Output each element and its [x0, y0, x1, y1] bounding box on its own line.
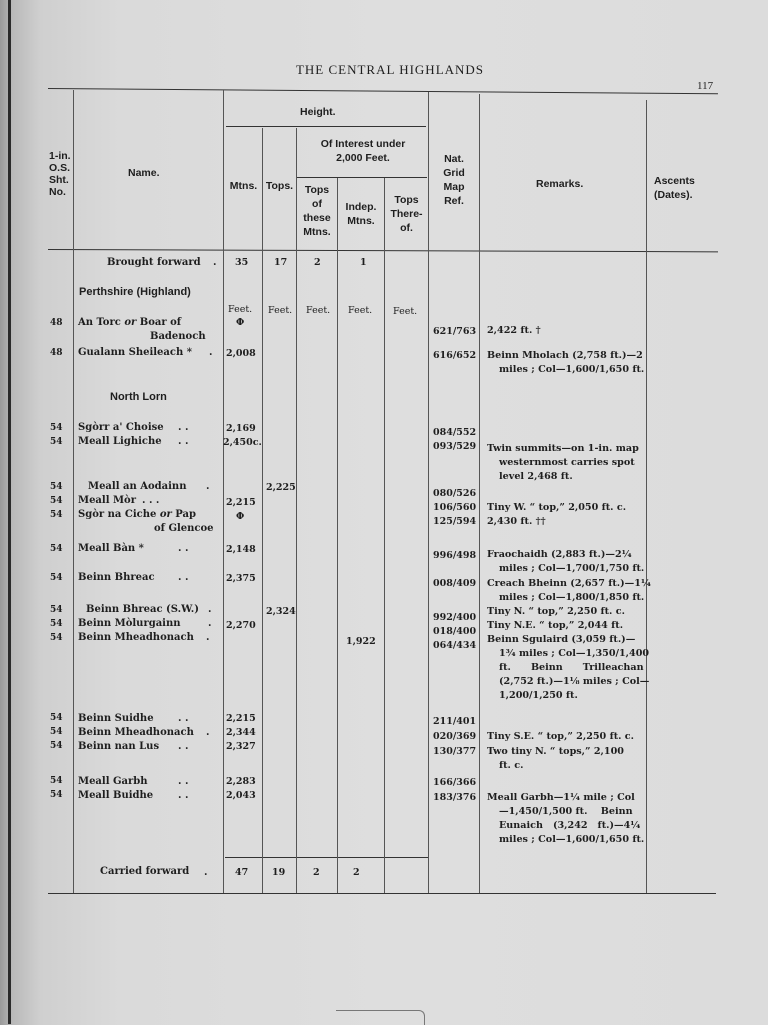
- dot-leader: . . .: [142, 495, 160, 506]
- sheet-number: 48: [50, 348, 63, 358]
- col-rule: [428, 92, 429, 893]
- grid-ref: 166/366: [433, 777, 477, 788]
- sheet-number: 54: [50, 423, 63, 433]
- sheet-number: 48: [50, 318, 63, 328]
- mtns-height: 2,043: [226, 790, 256, 801]
- sheet-number: 54: [50, 633, 63, 643]
- header-bottom-rule: [48, 249, 718, 252]
- brought-forward-label: Brought forward: [107, 257, 201, 268]
- mountain-name: Sgòrr a' Choise: [78, 422, 164, 433]
- sheet-number: 54: [50, 437, 63, 447]
- carried-forward-tops: 19: [272, 867, 286, 878]
- brought-forward-tops-of-these: 2: [314, 257, 321, 268]
- sheet-number: 54: [50, 727, 63, 737]
- mtns-height: 2,148: [226, 544, 256, 555]
- brought-forward-indep: 1: [360, 257, 367, 268]
- col-rule: [646, 100, 647, 893]
- sheet-number: 54: [50, 713, 63, 723]
- dot-leader: .: [206, 481, 210, 492]
- mtns-height: 2,215: [226, 713, 256, 724]
- carried-forward-dot: .: [204, 867, 208, 878]
- mtns-height: 2,344: [226, 727, 256, 738]
- header-name: Name.: [128, 167, 160, 179]
- mountain-name: Sgòr na Ciche or Pap: [78, 509, 197, 520]
- unit-feet: Feet.: [228, 304, 253, 315]
- grid-ref: 125/594: [433, 516, 477, 527]
- mountain-name: An Torc or Boar of: [78, 317, 182, 328]
- mountain-name: Meall an Aodainn: [88, 481, 187, 492]
- mtns-height: 2,215: [226, 497, 256, 508]
- brought-forward-dot: .: [213, 257, 217, 268]
- brought-forward-tops: 17: [274, 257, 288, 268]
- header-mtns: Mtns.: [229, 180, 258, 192]
- carried-forward-label: Carried forward: [100, 866, 190, 877]
- sheet-number: 54: [50, 544, 63, 554]
- remarks: Meall Garbh—1¼ mile ; Col —1,450/1,500 ft. Beinn Eunaich (3,242 ft.)—4¼ miles ; Col—1,600/1,650 ft.: [487, 792, 645, 845]
- page-number: 117: [697, 80, 714, 92]
- grid-ref: 018/400: [433, 626, 477, 637]
- section-heading-perthshire: Perthshire (Highland): [79, 286, 191, 298]
- grid-ref: 996/498: [433, 550, 477, 561]
- unit-feet: Feet.: [306, 305, 331, 316]
- header-grid: Nat. Grid Map Ref.: [443, 153, 465, 207]
- grid-ref: 020/369: [433, 731, 477, 742]
- mtns-height: 2,270: [226, 620, 256, 631]
- mountain-name: Meall Mòr: [78, 495, 136, 506]
- table-top-rule: [48, 88, 718, 94]
- brought-forward-mtns: 35: [235, 257, 249, 268]
- sheet-number: 54: [50, 510, 63, 520]
- dot-leader: .: [208, 618, 212, 629]
- remarks: Tiny N.E. “ top,” 2,044 ft.: [487, 620, 624, 631]
- grid-ref: 084/552: [433, 427, 477, 438]
- dot-leader: .: [206, 727, 210, 738]
- mountain-name: Beinn Bhreac (S.W.): [86, 604, 200, 615]
- table-bottom-rule: [48, 893, 716, 894]
- col-rule: [384, 178, 385, 893]
- header-os-sheet: 1-in. O.S. Sht. No.: [49, 150, 71, 198]
- mountain-name: Beinn Suidhe: [78, 713, 154, 724]
- dot-leader: .: [209, 347, 213, 358]
- running-head: THE CENTRAL HIGHLANDS: [295, 62, 485, 77]
- grid-ref: 616/652: [433, 350, 477, 361]
- grid-ref: 008/409: [433, 578, 477, 589]
- sheet-number: 54: [50, 790, 63, 800]
- remarks: 2,422 ft. †: [487, 325, 541, 336]
- height-rule: [226, 126, 426, 127]
- dot-leader: . .: [178, 741, 189, 752]
- col-rule: [479, 94, 480, 893]
- mountain-name: Meall Buidhe: [78, 790, 154, 801]
- grid-ref: 211/401: [433, 716, 477, 727]
- grid-ref: 106/560: [433, 502, 477, 513]
- mountain-name: Beinn Mheadhonach: [78, 632, 194, 643]
- remarks: Tiny W. “ top,” 2,050 ft. c.: [487, 502, 627, 513]
- remarks: Fraochaidh (2,883 ft.)—2¼ miles ; Col—1,700/1,750 ft.: [487, 549, 645, 574]
- header-of-interest: Of Interest under 2,000 Feet.: [320, 138, 406, 164]
- dot-leader: . .: [178, 713, 189, 724]
- dot-leader: .: [208, 604, 212, 615]
- header-tops-of-these: Tops of these Mtns.: [303, 184, 331, 238]
- grid-ref: 064/434: [433, 640, 477, 651]
- header-remarks: Remarks.: [536, 178, 584, 190]
- mountain-name: Meall Garbh: [78, 776, 148, 787]
- mtns-height: 2,327: [226, 741, 256, 752]
- carried-forward-mtns: 47: [235, 867, 249, 878]
- mtns-height: 2,450c.: [223, 437, 262, 448]
- sheet-number: 54: [50, 741, 63, 751]
- col-rule: [296, 128, 297, 893]
- tops-height: 2,225: [266, 482, 296, 493]
- section-heading-north-lorn: North Lorn: [110, 391, 167, 403]
- mtns-height: 2,375: [226, 573, 256, 584]
- mountain-name: Gualann Sheileach *: [78, 347, 192, 358]
- mountain-name: Beinn nan Lus: [78, 741, 160, 752]
- col-rule: [73, 90, 74, 893]
- mtns-height: Φ: [236, 511, 245, 522]
- header-height: Height.: [300, 106, 336, 118]
- dot-leader: . .: [178, 422, 189, 433]
- dot-leader: . .: [178, 776, 189, 787]
- dot-leader: .: [206, 632, 210, 643]
- unit-feet: Feet.: [393, 306, 418, 317]
- sheet-number: 54: [50, 573, 63, 583]
- grid-ref: 183/376: [433, 792, 477, 803]
- mtns-height: 2,283: [226, 776, 256, 787]
- grid-ref: 093/529: [433, 441, 477, 452]
- col-rule: [223, 90, 224, 893]
- remarks: 2,430 ft. ††: [487, 516, 546, 527]
- grid-ref: 621/763: [433, 326, 477, 337]
- mountain-name: Beinn Bhreac: [78, 572, 155, 583]
- grid-ref: 080/526: [433, 488, 477, 499]
- book-spine: [8, 0, 11, 1024]
- remarks: Beinn Sgulaird (3,059 ft.)— 1¾ miles ; Col—1,350/1,400 ft. Beinn Trilleachan (2,752 ft.)—1⅛ miles ; Col— 1,200/1,250 ft.: [487, 634, 650, 701]
- unit-feet: Feet.: [348, 305, 373, 316]
- remarks: Two tiny N. “ tops,” 2,100 ft. c.: [487, 746, 624, 771]
- dot-leader: . .: [178, 543, 189, 554]
- mountain-name-cont: of Glencoe: [154, 523, 214, 534]
- col-rule: [262, 128, 263, 893]
- indep-height: 1,922: [346, 636, 376, 647]
- remarks: Tiny N. “ top,” 2,250 ft. c.: [487, 606, 625, 617]
- mountain-name-cont: Badenoch: [150, 331, 206, 342]
- mountain-name: Beinn Mheadhonach: [78, 727, 194, 738]
- mtns-height: 2,169: [226, 423, 256, 434]
- dot-leader: . .: [178, 572, 189, 583]
- col-rule: [337, 178, 338, 893]
- sheet-number: 54: [50, 482, 63, 492]
- header-tops: Tops.: [265, 180, 294, 192]
- sheet-number: 54: [50, 496, 63, 506]
- header-tops-thereof: Tops There- of.: [390, 194, 423, 234]
- header-indep: Indep. Mtns.: [345, 201, 377, 227]
- remarks: Beinn Mholach (2,758 ft.)—2 miles ; Col—1,600/1,650 ft.: [487, 350, 645, 375]
- sheet-number: 54: [50, 605, 63, 615]
- tops-height: 2,324: [266, 606, 296, 617]
- dot-leader: . .: [178, 436, 189, 447]
- mountain-name: Meall Lighiche: [78, 436, 162, 447]
- grid-ref: 130/377: [433, 746, 477, 757]
- carried-top-rule: [225, 857, 428, 858]
- mountain-name: Beinn Mòlurgainn: [78, 618, 181, 629]
- header-ascents: Ascents (Dates).: [654, 175, 695, 201]
- unit-feet: Feet.: [268, 305, 293, 316]
- mtns-height: Φ: [236, 317, 245, 328]
- interest-rule: [297, 177, 427, 178]
- carried-forward-tops-of-these: 2: [313, 867, 320, 878]
- remarks: Twin summits—on 1-in. map westernmost carries spot level 2,468 ft.: [487, 443, 639, 482]
- sheet-number: 54: [50, 776, 63, 786]
- remarks: Tiny S.E. “ top,” 2,250 ft. c.: [487, 731, 634, 742]
- remarks: Creach Bheinn (2,657 ft.)—1¼ miles ; Col—1,800/1,850 ft.: [487, 578, 651, 603]
- page-tab-mark: [336, 1010, 425, 1025]
- sheet-number: 54: [50, 619, 63, 629]
- mtns-height: 2,008: [226, 348, 256, 359]
- mountain-name: Meall Bàn *: [78, 543, 144, 554]
- dot-leader: . .: [178, 790, 189, 801]
- carried-forward-indep: 2: [353, 867, 360, 878]
- grid-ref: 992/400: [433, 612, 477, 623]
